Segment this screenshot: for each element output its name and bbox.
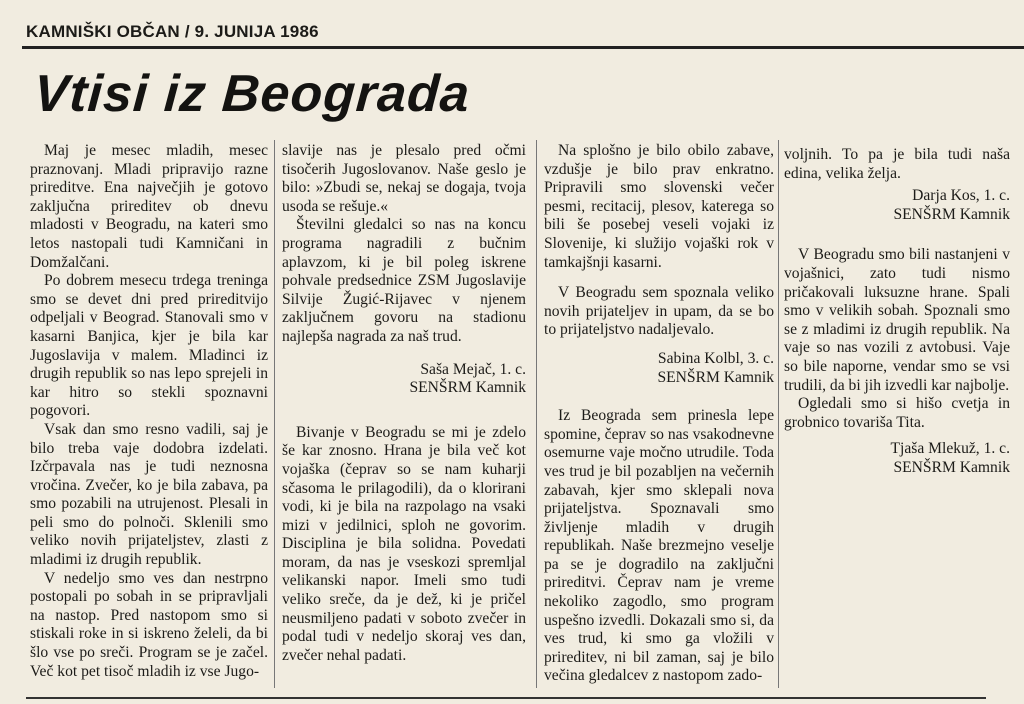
bottom-rule [26, 697, 986, 699]
article-title: Vtisi iz Beograda [31, 65, 473, 123]
paragraph: Vsak dan smo resno vadili, saj je bilo treba vaje dodobra izdelati. Izčrpavala nas je tudi neznosna vročina. Zvečer, ko je bila zabava, pa smo pozabili na utrujenost. Plesali in peli smo do polnoči. Sklenili smo veliko novih prijateljstev, zlasti z mladimi iz drugih republik. [30, 420, 268, 569]
author-school: SENŠRM Kamnik [657, 368, 774, 386]
article-column-4 [784, 146, 1010, 478]
author-name: Tjaša Mlekuž, 1. c. [890, 440, 1010, 458]
author-school: SENŠRM Kamnik [893, 458, 1010, 476]
top-rule [22, 46, 1024, 49]
paragraph: Po dobrem mesecu trdega treninga smo se devet dni pred prireditvijo odpeljali v Beograd. Stanovali smo v kasarni Banjica, kjer je bila kar Jugoslavija v malem. Mladinci iz drugih republik so nas lepo sprejeli in kar hitro so stekli spoznavni pogovori. [30, 272, 268, 420]
column-divider [778, 140, 779, 688]
author-signature [544, 350, 774, 387]
column-divider [536, 140, 537, 688]
masthead: KAMNIŠKI OBČAN / 9. JUNIJA 1986 [26, 22, 319, 41]
paragraph: Na splošno je bilo obilo zabave, vzdušje je bilo prav enkratno. Pripravili smo slovenski večer pesmi, recitacij, plesov, katerega so bili še posebej veseli vojaki iz Slovenije, ki služijo vojaški rok v tamkajšnji kasarni. [544, 142, 774, 271]
paragraph: Maj je mesec mladih, mesec praznovanj. Mladi pripravijo razne prireditve. Ena največjih je gotovo zaključna prireditev ob dnevu mladosti v Beogradu, na kateri smo letos nastopali tudi Kamničani in Domžalčani. [30, 142, 268, 271]
paragraph: Iz Beograda sem prinesla lepe spomine, čeprav so nas vsakodnevne osemurne vaje močno utrudile. Toda ves trud je bil pozabljen na večernih zabavah, kjer smo sklepali nova prijateljstva. Spoznavali smo življenje mladih v drugih republikah. Naše brezmejno veselje pa se je dogradilo na zaključni prireditvi. Čeprav nam je vreme nekoliko zagodlo, smo program uspešno izvedli. Dokazali smo si, da ves trud, ki smo ga vložili v prireditev, ni bil zaman, saj je bilo večina gledalcev z nastopom zado- [544, 407, 774, 685]
author-signature [784, 440, 1010, 477]
paragraph: voljnih. To pa je bila tudi naša edina, velika želja. [784, 146, 1010, 182]
author-signature [784, 187, 1010, 224]
paragraph: Ogledali smo si hišo cvetja in grobnico tovariša Tita. [784, 395, 1010, 431]
paragraph: V nedeljo smo ves dan nestrpno postopali po sobah in se pripravljali na nastop. Pred nastopom smo si stiskali roke in si iskreno želeli, da bi šlo vse po sreči. Program se je začel. Več kot pet tisoč mladih iz vse Jugo- [30, 569, 268, 680]
author-name: Sabina Kolbl, 3. c. [657, 349, 774, 367]
author-name: Darja Kos, 1. c. [912, 187, 1010, 205]
author-school: SENŠRM Kamnik [409, 379, 526, 397]
author-name: Saša Mejač, 1. c. [420, 360, 526, 378]
paragraph: V Beogradu sem spoznala veliko novih prijateljev in upam, da se bo to prijateljstvo nadaljevalo. [544, 284, 774, 339]
paragraph: Bivanje v Beogradu se mi je zdelo še kar znosno. Hrana je bila več kot vojaška (čeprav so se nam kuharji sčasoma le prilagodili), da o klorirani vodi, ki je bila na razpolago na vsaki mizi v jedilnici, sploh ne govorim. Disciplina je bila solidna. Povedati moram, da nas je vseskozi spremljal velikanski napor. Imeli smo tudi veliko sreče, da je dež, ki je pričel neusmiljeno padati v soboto zvečer in podal tudi v nedeljo skoraj ves dan, zvečer nehal padati. [282, 423, 526, 664]
author-school: SENŠRM Kamnik [893, 205, 1010, 223]
article-column-2 [282, 142, 526, 665]
paragraph: Številni gledalci so nas na koncu programa nagradili z bučnim aplavzom, ki je bil poleg iskrene pohvale predsednice ZSM Jugoslavije Silvije Žugić-Rijavec v njenem zaključnem govoru na stadionu najlepša nagrada za naš trud. [282, 216, 526, 345]
article-column-3 [544, 142, 774, 686]
author-signature [282, 361, 526, 398]
article-column-1 [30, 142, 268, 681]
paragraph: slavije nas je plesalo pred očmi tisočerih Jugoslovanov. Naše geslo je bilo: »Zbudi se, nekaj se dogaja, tvoja usoda se rešuje.« [282, 142, 526, 215]
paragraph: V Beogradu smo bili nastanjeni v vojašnici, zato tudi nismo pričakovali luksuzne hrane. Spali smo v velikih sobah. Spoznali smo se z mladimi iz drugih republik. Na vaje so nas vozili z avtobusi. Vaje so bile naporne, vendar smo se vsi trudili, da bi jih izvedli kar najbolje. [784, 246, 1010, 394]
column-divider [274, 140, 275, 688]
